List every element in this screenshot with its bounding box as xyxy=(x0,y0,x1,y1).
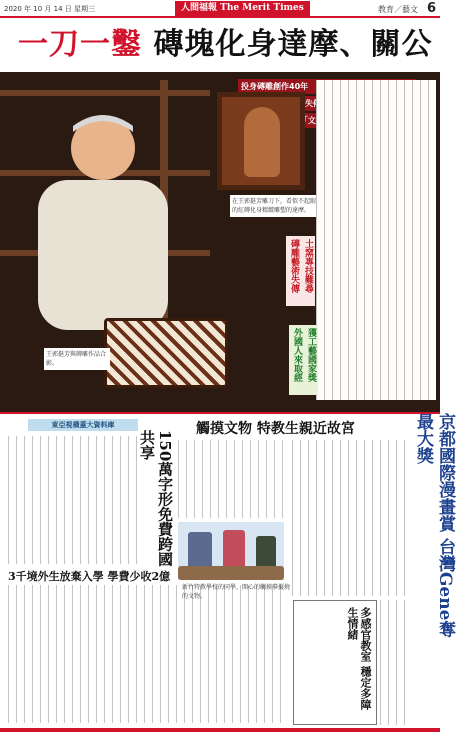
side-label-4: 外國人來取經 xyxy=(289,325,304,395)
students-touching-photo xyxy=(178,522,284,580)
dharma-carving-photo xyxy=(217,92,305,190)
artisan-photo xyxy=(28,100,178,330)
shirt xyxy=(38,180,168,330)
database-section-label: 東亞視橫蓋大資料庫 xyxy=(28,419,138,431)
table xyxy=(178,566,284,580)
text-lines xyxy=(380,600,406,725)
main-headline xyxy=(18,26,432,64)
shelf xyxy=(0,90,210,96)
masthead-bar xyxy=(0,0,440,18)
carving-figure xyxy=(244,107,280,177)
page-number: 6 xyxy=(426,1,436,16)
text-lines xyxy=(8,585,288,723)
artisan-caption: 王郭挺芳與磚雕作品合影。 xyxy=(44,348,110,370)
side-label-1: 土窯專技難尋 xyxy=(300,236,315,306)
text-lines xyxy=(292,440,406,596)
students-photo-caption: 新竹特教學校的同學，開心的觸摸摹擬燒的文物。 xyxy=(182,584,291,600)
section-name: 教育／藝文 xyxy=(378,5,418,14)
headline-red: 一刀一鑿 xyxy=(18,27,142,62)
subhead-line-1: 投身磚雕創作40年 xyxy=(238,79,416,94)
carving-caption: 在王郭挺芳雕刀下，看似不起眼的紅磚化身精緻雕塑的達摩。 xyxy=(230,195,318,217)
multisensory-box xyxy=(293,600,377,725)
headline-black: 磚塊化身達摩、關公 xyxy=(153,27,433,62)
side-label-3: 獲工藝國家獎 xyxy=(303,325,318,395)
foreign-students-headline: 3千境外生放棄入學 學費少收2億 xyxy=(8,570,171,583)
glyph-database-headline: 150萬字形免費跨國共享 xyxy=(138,430,174,567)
multisensory-headline: 多感官教室 穩定多障生情緒 xyxy=(346,607,372,710)
kyoto-manga-headline: 京都國際漫畫賞 台灣Gene奪最大獎 xyxy=(413,413,455,638)
newspaper-logo: 人間福報 The Merit Times xyxy=(175,1,310,16)
section-divider xyxy=(0,412,440,414)
footer-rule xyxy=(0,728,440,732)
text-lines xyxy=(8,436,144,564)
issue-date: 2020 年 10 月 14 日 星期三 xyxy=(4,5,95,13)
side-label-2: 磚雕藝術失傳 xyxy=(286,236,301,306)
text-lines xyxy=(178,440,286,518)
palace-museum-headline: 觸摸文物 特教生親近故宮 xyxy=(196,421,355,437)
article-body xyxy=(316,80,436,400)
text-lines xyxy=(316,80,436,400)
brick-weave-photo xyxy=(104,318,228,388)
